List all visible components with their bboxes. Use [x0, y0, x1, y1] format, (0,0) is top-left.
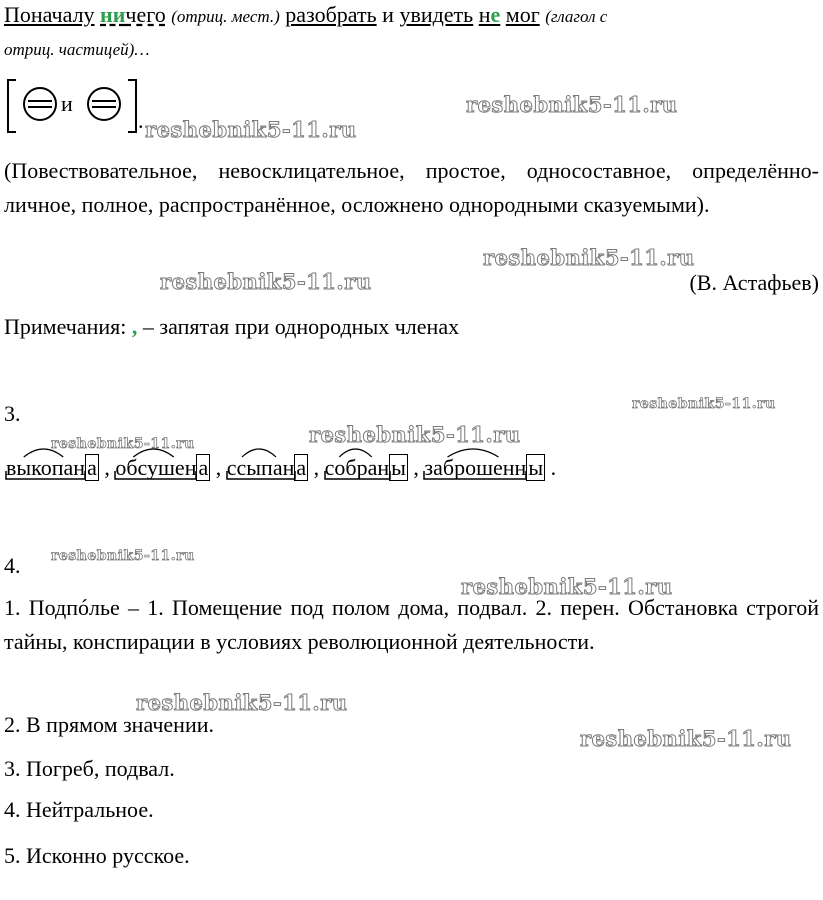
- word-ponachalu: Поначалу: [4, 2, 95, 27]
- sentence-scheme: [6, 78, 144, 134]
- word-uvidet: увидеть: [399, 2, 474, 27]
- word-stem: заброшенн: [424, 455, 527, 480]
- morpheme-word: [325, 455, 408, 481]
- watermark: reshebnik5-11.ru: [160, 269, 372, 294]
- comma-separator: ,: [210, 455, 227, 480]
- word-stem: выкопан: [6, 455, 86, 480]
- watermark: reshebnik5-11.ru: [466, 92, 678, 117]
- morpheme-word: [424, 455, 545, 481]
- word-ending: а: [87, 455, 97, 480]
- morpheme-word: [6, 455, 99, 481]
- watermark: reshebnik5-11.ru: [51, 548, 195, 564]
- morphemic-words: [6, 455, 556, 481]
- sentence-analysis: (Повествовательное, невосклицательное, простое, односоставное, определённо-личное, полное, распространённое, осложнено однородными сказуемыми).: [4, 158, 819, 217]
- word-stem: собран: [324, 455, 390, 480]
- word-nichego: ничего: [100, 2, 166, 27]
- watermark: reshebnik5-11.ru: [461, 574, 673, 599]
- watermark: reshebnik5-11.ru: [580, 726, 792, 751]
- watermark: reshebnik5-11.ru: [136, 690, 348, 715]
- word-ending: ы: [528, 455, 544, 480]
- note-line: [4, 314, 459, 340]
- item-1: 1. Подпóлье – 1. Помещение под полом дома, подвал. 2. перен. Обстановка строгой тайны, конспирации в условиях революционной деятельности.: [4, 595, 819, 654]
- item-3: 3. Погреб, подвал.: [4, 756, 175, 781]
- watermark: reshebnik5-11.ru: [51, 436, 195, 452]
- comma-mark: ,: [131, 314, 138, 339]
- note-verb-start: (глагол с: [545, 7, 608, 26]
- scheme-conj: и: [61, 91, 73, 116]
- watermark: reshebnik5-11.ru: [145, 117, 357, 142]
- word-i: и: [382, 2, 394, 27]
- prefix-ni: ни: [100, 2, 126, 27]
- word-stem: ссыпан: [226, 455, 295, 480]
- note-pronoun: (отриц. мест.): [171, 7, 280, 26]
- section-3-number: 3.: [4, 401, 21, 426]
- sentence-line-1: [4, 2, 607, 30]
- morpheme-word: [115, 455, 210, 481]
- morpheme-word: [227, 455, 308, 481]
- word-mog: мог: [505, 2, 540, 27]
- comma-separator: ,: [98, 455, 116, 480]
- word-ending: ы: [391, 455, 406, 480]
- section-4-number: 4.: [4, 553, 21, 578]
- watermark: reshebnik5-11.ru: [632, 396, 776, 412]
- scheme-period: .: [138, 108, 144, 133]
- watermark: reshebnik5-11.ru: [309, 422, 521, 447]
- word-razobrat: разобрать: [285, 2, 377, 27]
- word-ending: а: [296, 455, 307, 480]
- watermark: reshebnik5-11.ru: [483, 245, 695, 270]
- word-ne: не: [478, 2, 501, 27]
- word-ending: а: [198, 455, 209, 480]
- note-text: – запятая при однородных членах: [142, 314, 460, 339]
- item-2: 2. В прямом значении.: [4, 712, 214, 737]
- note-label: Примечания:: [4, 314, 127, 339]
- final-period: .: [545, 455, 557, 480]
- author: (В. Астафьев): [689, 270, 819, 295]
- note-verb-end: отриц. частицей)…: [4, 40, 150, 59]
- comma-separator: ,: [308, 455, 325, 480]
- word-stem: обсушен: [115, 455, 197, 480]
- comma-separator: ,: [407, 455, 425, 480]
- item-5: 5. Исконно русское.: [4, 843, 190, 868]
- item-4: 4. Нейтральное.: [4, 797, 154, 822]
